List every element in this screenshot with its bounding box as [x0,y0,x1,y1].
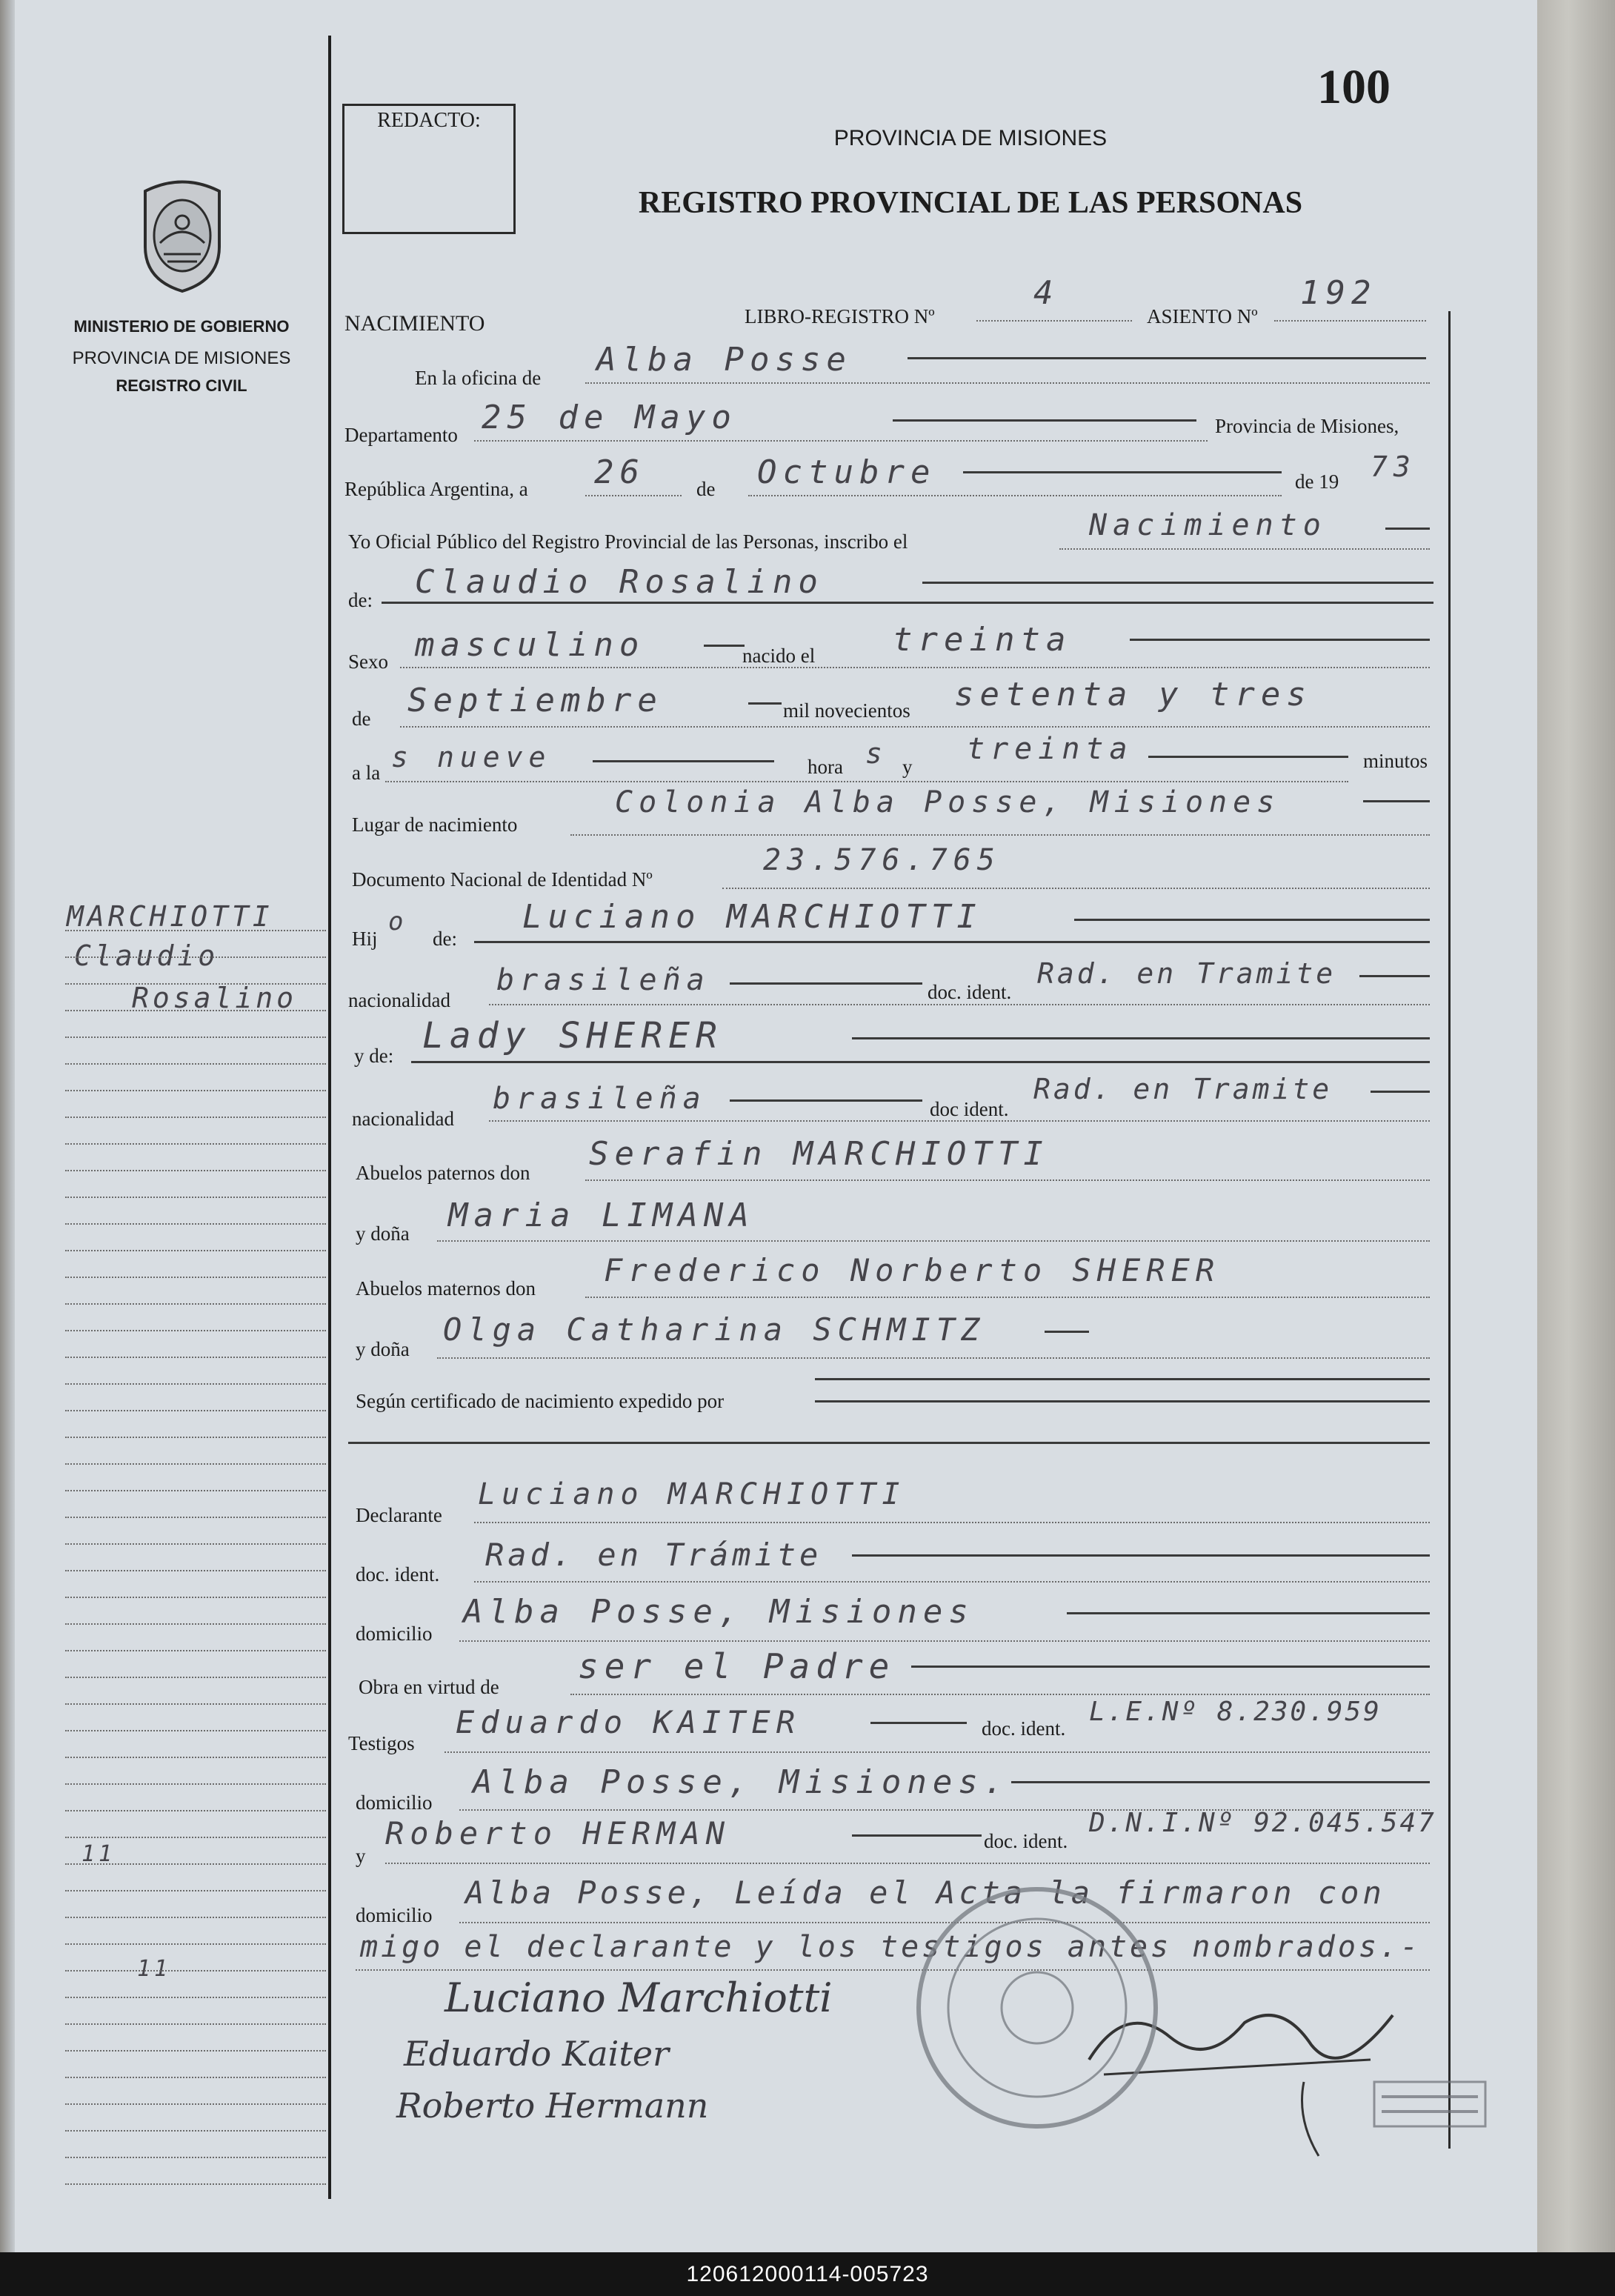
label-de-septiembre: de [352,708,371,730]
value-minutos: treinta [967,732,1133,766]
madre-underline [411,1061,1430,1063]
abuelos-maternos-underline [585,1297,1430,1298]
label-obra: Obra en virtud de [359,1676,499,1698]
margin-rule-line [65,1703,326,1705]
asiento-underline [1274,320,1426,322]
testigo1-underline [444,1751,1430,1753]
redacto-box [342,104,516,234]
obra-underline [570,1694,1430,1695]
registry-seal-icon [911,1882,1163,2134]
margin-rule-line [65,930,326,931]
ministry-line-2: PROVINCIA DE MISIONES [72,348,291,368]
value-dia: 26 [594,453,645,491]
value-padre: Luciano MARCHIOTTI [522,898,982,936]
label-abuelos-paternos: Abuelos paternos don [356,1162,530,1184]
mes-underline [748,495,1282,496]
value-nombre: Claudio Rosalino [415,563,824,601]
margin-rule-line [65,1223,326,1225]
value-abuela-pat: Maria LIMANA [448,1197,755,1234]
value-madre-doc: Rad. en Tramite [1033,1073,1333,1105]
departamento-fill-line [893,419,1196,422]
margin-rule-line [65,1250,326,1251]
value-testigo2-doc: D.N.I.Nº 92.045.547 [1089,1808,1436,1838]
margin-rule-line [65,1090,326,1091]
nacido-mes-fill-line [748,702,782,705]
label-doc-testigo1: doc. ident. [982,1717,1066,1740]
value-inscribe: Nacimiento [1089,508,1327,542]
margin-rule-line [65,1010,326,1011]
label-oficina: En la oficina de [415,367,542,389]
margin-name-1: Claudio [74,939,219,972]
label-nacimiento: NACIMIENTO [344,311,485,336]
label-segun: Según certificado de nacimiento expedido por [356,1390,725,1412]
label-domicilio-testigo1: domicilio [356,1791,433,1814]
lugar-fill-line [1363,800,1430,802]
right-rule [1448,311,1451,2149]
nacionalidad-padre-underline [489,1004,1430,1005]
sexo-fill-line [704,645,745,647]
label-republica: República Argentina, a [344,478,528,500]
label-doc-madre: doc ident. [930,1098,1009,1120]
dona-pat-underline [437,1240,1430,1242]
value-testigo1-dom: Alba Posse, Misiones. [473,1763,1010,1801]
libro-underline [976,320,1132,322]
label-de-mes: de [696,478,716,500]
value-oficina: Alba Posse [596,341,852,379]
margin-rule-line [65,2130,326,2132]
septiembre-underline [400,726,1430,728]
value-nacido-mes: Septiembre [407,682,663,719]
decl-doc-underline [474,1581,1430,1583]
value-abuelo-mat: Frederico Norberto SHERER [604,1252,1221,1288]
inscribe-fill-line [1385,528,1430,530]
margin-rule-line [65,1757,326,1758]
margin-rule-line [65,1730,326,1731]
nacido-dia-fill-line [1130,639,1430,641]
margin-rule-line [65,1357,326,1358]
mes-fill-line [963,471,1282,473]
margin-rule-line [65,1277,326,1278]
value-departamento: 25 de Mayo [482,399,737,436]
label-provincia: Provincia de Misiones, [1215,415,1399,437]
label-y-dona-2: y doña [356,1338,410,1360]
label-domicilio-testigo2: domicilio [356,1904,433,1926]
label-y-testigo2: y [356,1845,366,1867]
label-de-nombre: de: [348,589,373,611]
margin-rule-line [65,1170,326,1171]
margin-rule-line [65,956,326,958]
margin-rule-line [65,1597,326,1598]
value-s2: s [865,737,888,770]
label-nacido: nacido el [742,645,816,667]
madre-doc-fill-line [1371,1091,1430,1093]
label-mil: mil novecientos [783,699,910,722]
testigo2-fill-line [852,1834,982,1837]
decl-domicilio-underline [459,1640,1430,1642]
value-madre: Lady SHERER [422,1015,723,1057]
margin-mark-2: 11 [137,1956,172,1982]
testigo2-underline [385,1863,1430,1864]
page-title: REGISTRO PROVINCIAL DE LAS PERSONAS [638,186,1303,220]
margin-rule-line [65,1863,326,1865]
delegation-stamp-icon [1371,2074,1489,2134]
abuela-mat-fill-line [1045,1331,1089,1333]
madre-nac-fill-line [730,1099,922,1102]
segun-line-1 [815,1378,1430,1380]
segun-line-3 [348,1442,1430,1444]
margin-rule-line [65,1943,326,1945]
value-hora: nueve [437,741,552,773]
folio-number: 100 [1317,60,1391,114]
value-madre-nac: brasileña [493,1082,707,1116]
value-mes: Octubre [757,453,936,491]
value-nacido-dia: treinta [893,621,1072,659]
header-province: PROVINCIA DE MISIONES [833,126,1108,150]
margin-rule-line [65,1303,326,1305]
margin-rule-line [65,1410,326,1411]
margin-rule-line [65,1970,326,1971]
value-decl-doc: Rad. en Trámite [485,1537,822,1573]
signature-testigo2: Roberto Hermann [396,2086,709,2126]
label-lugar: Lugar de nacimiento [352,813,518,836]
padre-fill-line [1074,919,1430,921]
margin-rule-line [65,1917,326,1918]
label-abuelos-maternos: Abuelos maternos don [356,1277,536,1300]
label-y-de: y de: [354,1045,394,1067]
padre-nac-fill-line [730,982,922,985]
margin-rule-line [65,2050,326,2052]
margin-mark-1: 11 [81,1841,116,1867]
nombre-fill-line [922,582,1433,584]
label-doc-padre: doc. ident. [928,981,1012,1003]
signature-testigo1: Eduardo Kaiter [404,2034,670,2074]
departamento-underline [474,440,1208,442]
label-hora: hora [808,756,843,778]
value-testigo1: Eduardo KAITER [456,1704,802,1740]
provincial-crest-icon [130,176,234,295]
label-declarante: Declarante [356,1504,442,1526]
margin-rule-line [65,1543,326,1545]
document-id-footer: 120612000114-005723 [0,2252,1615,2296]
label-asiento: ASIENTO Nº [1147,305,1258,327]
value-testigo2: Roberto HERMAN [385,1815,731,1851]
value-sexo: masculino [415,626,645,664]
value-asiento: 192 [1300,274,1377,312]
value-anio: 73 [1371,450,1416,483]
margin-rule-line [65,1383,326,1385]
padre-underline [474,941,1430,943]
margin-rule-line [65,1890,326,1891]
label-de-padre: de: [433,928,457,950]
margin-rule-line [65,1623,326,1625]
inscribe-underline [1059,548,1430,550]
value-padre-nac: brasileña [496,963,710,997]
margin-rule-line [65,1837,326,1838]
signature-declarante: Luciano Marchiotti [444,1974,833,2021]
value-abuelo-pat: Serafin MARCHIOTTI [589,1135,1049,1173]
hora-underline [385,781,1348,782]
margin-rule-line [65,1783,326,1785]
redacto-label: REDACTO: [377,109,481,132]
margin-name-2: Rosalino [132,982,298,1014]
label-domicilio-declarante: domicilio [356,1623,433,1645]
sexo-underline [400,667,1430,668]
margin-surname: MARCHIOTTI [67,900,273,933]
margin-rule-line [65,1997,326,1998]
margin-rule-line [65,1517,326,1518]
value-closing: migo el declarante y los testigos antes nombrados.- [360,1930,1422,1964]
testigo1-dom-fill-line [1011,1781,1430,1783]
label-departamento: Departamento [344,424,458,446]
value-testigo1-doc: L.E.Nº 8.230.959 [1089,1697,1382,1727]
margin-rule-line [65,1570,326,1571]
decl-doc-fill-line [852,1554,1430,1557]
value-nacido-anio: setenta y tres [954,676,1312,713]
obra-fill-line [911,1666,1430,1668]
label-sexo: Sexo [348,650,388,673]
ministry-line-3: REGISTRO CIVIL [116,376,247,395]
margin-rule-line [65,2103,326,2105]
margin-rule-line [65,1650,326,1651]
segun-line-2 [815,1400,1430,1402]
margin-rule-line [65,1677,326,1678]
margin-rule-line [65,2183,326,2185]
dona-mat-underline [437,1357,1430,1359]
margin-rule-line [65,1463,326,1465]
left-page-edge [0,0,15,2252]
value-dni: 23.576.765 [763,843,1001,877]
value-hij-suffix: o [388,907,410,936]
value-declarante: Luciano MARCHIOTTI [478,1477,906,1511]
declarante-underline [474,1522,1430,1523]
label-yo-oficial: Yo Oficial Público del Registro Provincial de las Personas, inscribo el [348,530,908,553]
ministry-line-1: MINISTERIO DE GOBIERNO [73,317,290,336]
hora-fill-line [593,760,774,762]
margin-rule-line [65,1197,326,1198]
oficina-fill-line [908,357,1426,359]
margin-rule-line [65,1330,326,1331]
margin-divider [328,36,331,2199]
label-de-anio: de 19 [1295,470,1339,493]
value-libro: 4 [1033,274,1059,312]
value-abuela-mat: Olga Catharina SCHMITZ [443,1311,986,1348]
margin-rule-line [65,1143,326,1145]
margin-rule-line [65,2023,326,2025]
label-testigos: Testigos [348,1732,415,1754]
value-s1: s [391,741,414,773]
label-a-la: a la [352,762,381,784]
value-decl-domicilio: Alba Posse, Misiones [463,1593,974,1631]
value-padre-doc: Rad. en Tramite [1037,957,1336,990]
margin-rule-line [65,1036,326,1038]
testigo1-fill-line [870,1722,967,1724]
madre-fill-line [852,1037,1430,1039]
lugar-underline [570,834,1430,836]
margin-rule-line [65,1490,326,1491]
label-minutos: minutos [1363,750,1428,772]
label-libro: LIBRO-REGISTRO Nº [745,305,935,327]
margin-rule-line [65,1063,326,1065]
value-testigo2-dom: Alba Posse, Leída el Acta la firmaron con [465,1874,1385,1911]
margin-rule-line [65,1437,326,1438]
abuelos-paternos-underline [585,1179,1430,1181]
value-lugar: Colonia Alba Posse, Misiones [615,785,1281,819]
minutos-fill-line [1148,756,1348,758]
margin-rule-line [65,1810,326,1811]
dia-underline [585,495,682,496]
margin-rule-line [65,1117,326,1118]
nacionalidad-madre-underline [489,1120,1430,1122]
oficina-underline [585,382,1430,384]
margin-rule-line [65,983,326,985]
nombre-underline [382,602,1433,604]
label-nacionalidad-padre: nacionalidad [348,989,450,1011]
label-nacionalidad-madre: nacionalidad [352,1108,454,1130]
label-doc-declarante: doc. ident. [356,1563,440,1585]
book-spine [1537,0,1615,2252]
margin-rule-line [65,2157,326,2158]
label-dni: Documento Nacional de Identidad Nº [352,868,653,891]
decl-domicilio-fill-line [1067,1612,1430,1614]
label-doc-testigo2: doc. ident. [984,1830,1068,1852]
label-y-dona: y doña [356,1222,410,1245]
dni-underline [722,888,1430,889]
value-obra: ser el Padre [578,1646,896,1686]
padre-doc-fill-line [1359,975,1430,977]
label-hij: Hij [352,928,378,950]
margin-rule-line [65,2077,326,2078]
label-y-minutos: y [902,756,913,778]
